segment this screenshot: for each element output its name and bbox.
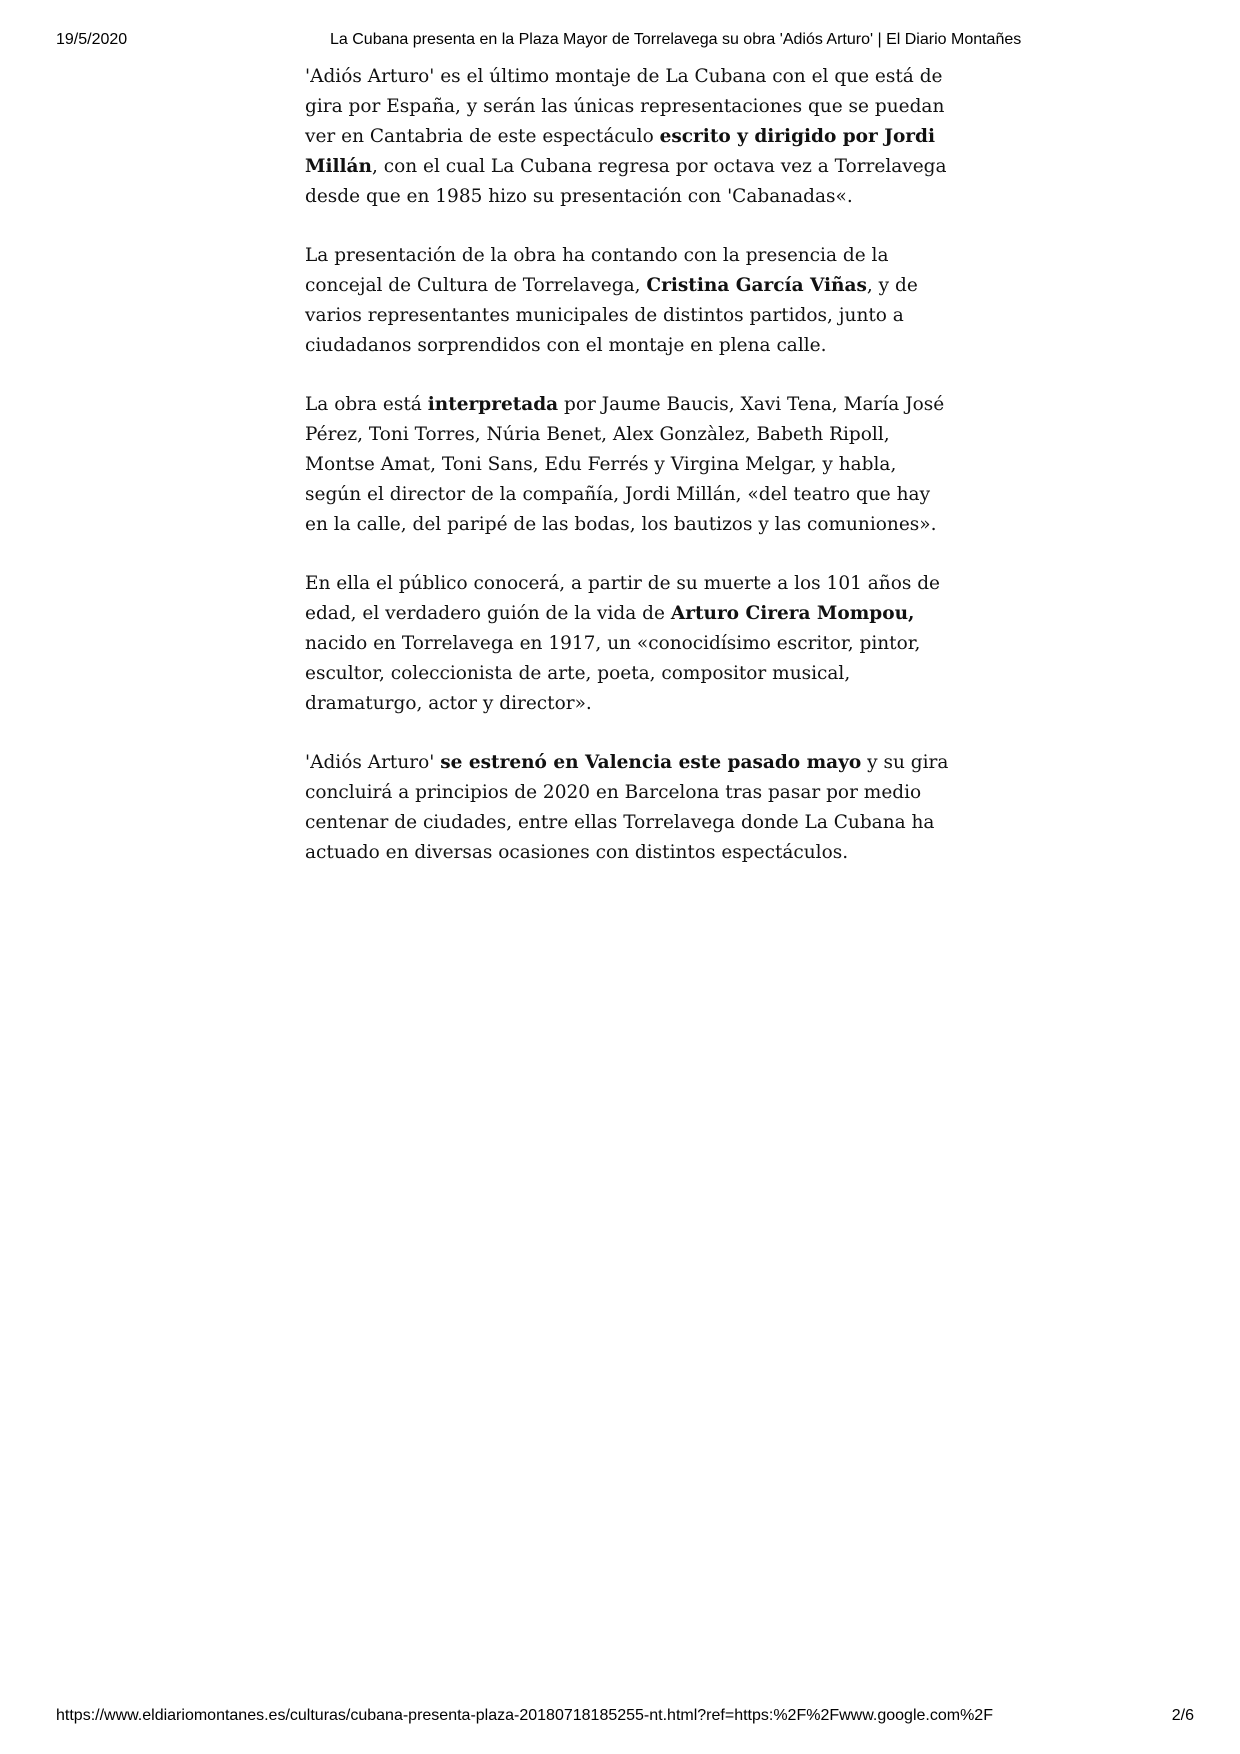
paragraph-text: y su gira concluirá a principios de 2020 en Barcelona tras pasar por medio centenar de ciudades, entre ellas Torrelavega donde La Cubana ha actuado en diversas ocasiones con distintos espectáculos.	[305, 752, 949, 863]
paragraph-text: 'Adiós Arturo' es el último montaje de La Cubana con el que está de gira por España, y serán las únicas representaciones que se puedan ver en Cantabria de este espectáculo	[305, 66, 945, 147]
print-url: https://www.eldiariomontanes.es/culturas/cubana-presenta-plaza-20180718185255-nt.html?ref=https:%2F%2Fwww.google.com%2F	[56, 1707, 993, 1724]
paragraph-text: por Jaume Baucis, Xavi Tena, María José Pérez, Toni Torres, Núria Benet, Alex Gonzàlez, Babeth Ripoll, Montse Amat, Toni Sans, Edu Ferrés y Virgina Melgar, y habla, según el director de la compañía, Jordi Millán, «del teatro que hay en la calle, del paripé de las bodas, los bautizos y las comuniones».	[305, 394, 945, 535]
paragraph-text: 'Adiós Arturo'	[305, 752, 441, 773]
article-paragraph	[305, 748, 950, 868]
paragraph-bold-text: Cristina García Viñas	[646, 275, 867, 296]
page-number: 2/6	[1171, 1707, 1194, 1724]
paragraph-bold-text: se estrenó en Valencia este pasado mayo	[440, 752, 862, 773]
paragraph-bold-text: interpretada	[427, 394, 559, 415]
print-page-title: La Cubana presenta en la Plaza Mayor de Torrelavega su obra 'Adiós Arturo' | El Diario Montañes	[330, 31, 1022, 48]
paragraph-text: La obra está	[305, 394, 428, 415]
article-paragraph	[305, 62, 950, 212]
paragraph-text: nacido en Torrelavega en 1917, un «conocidísimo escritor, pintor, escultor, coleccionista de arte, poeta, compositor musical, dramaturgo, actor y director».	[305, 633, 921, 714]
paragraph-text: , con el cual La Cubana regresa por octava vez a Torrelavega desde que en 1985 hizo su presentación con 'Cabanadas«.	[305, 156, 947, 207]
article-paragraph	[305, 390, 950, 540]
article-paragraph	[305, 241, 950, 361]
paragraph-bold-text: escrito y dirigido por Jordi Millán	[305, 126, 936, 177]
paragraph-text: , y de varios representantes municipales de distintos partidos, junto a ciudadanos sorprendidos con el montaje en plena calle.	[305, 275, 918, 356]
paragraph-bold-text: Arturo Cirera Mompou,	[670, 603, 915, 624]
paragraph-text: En ella el público conocerá, a partir de su muerte a los 101 años de edad, el verdadero guión de la vida de	[305, 573, 940, 624]
paragraph-text: La presentación de la obra ha contando con la presencia de la concejal de Cultura de Torrelavega,	[305, 245, 889, 296]
print-date: 19/5/2020	[56, 31, 128, 48]
print-header	[0, 30, 1240, 54]
article-paragraph	[305, 569, 950, 719]
article-body	[305, 62, 950, 897]
print-footer	[0, 1706, 1240, 1730]
